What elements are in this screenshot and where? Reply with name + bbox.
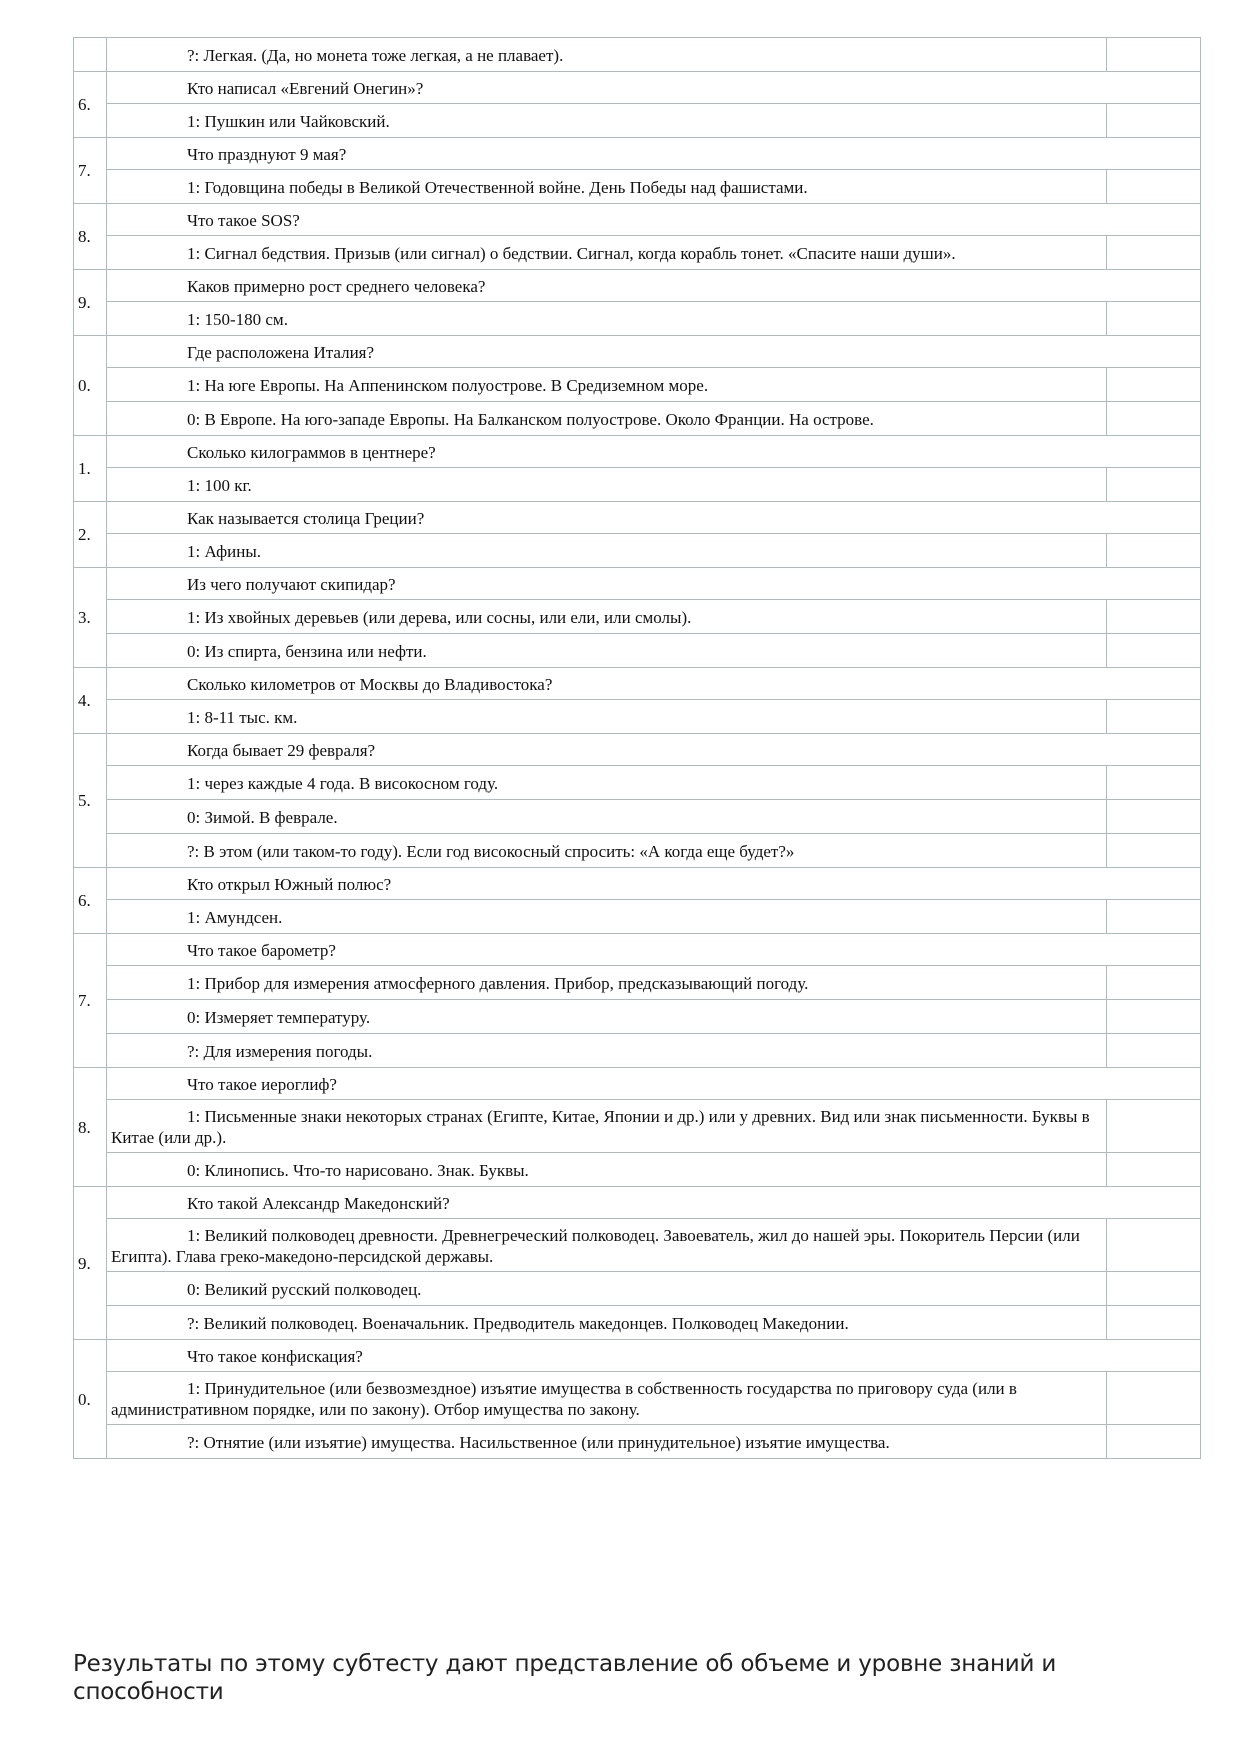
answer-text: ?: Для измерения погоды. bbox=[107, 1034, 1107, 1068]
answer-text: 0: В Европе. На юго-западе Европы. На Балканском полуострове. Около Франции. На острове. bbox=[107, 402, 1107, 436]
question-text: Сколько килограммов в центнере? bbox=[107, 436, 1201, 468]
answer-text: 0: Измеряет температуру. bbox=[107, 1000, 1107, 1034]
table-row bbox=[74, 600, 1201, 634]
score-cell bbox=[1107, 634, 1201, 668]
question-number: 6. bbox=[74, 868, 107, 934]
table-row bbox=[74, 534, 1201, 568]
table-row bbox=[74, 204, 1201, 236]
table-row bbox=[74, 38, 1201, 72]
question-text: Кто написал «Евгений Онегин»? bbox=[107, 72, 1201, 104]
table-row bbox=[74, 436, 1201, 468]
table-row bbox=[74, 368, 1201, 402]
score-cell bbox=[1107, 1000, 1201, 1034]
question-number: 4. bbox=[74, 668, 107, 734]
answer-text: 1: 100 кг. bbox=[107, 468, 1107, 502]
table-row bbox=[74, 170, 1201, 204]
question-number: 3. bbox=[74, 568, 107, 668]
question-number: 9. bbox=[74, 1187, 107, 1340]
question-number: 5. bbox=[74, 734, 107, 868]
table-row bbox=[74, 668, 1201, 700]
question-number: 7. bbox=[74, 934, 107, 1068]
table-row bbox=[74, 1153, 1201, 1187]
questions-table-body bbox=[74, 38, 1201, 1459]
answer-text: 0: Клинопись. Что-то нарисовано. Знак. Буквы. bbox=[107, 1153, 1107, 1187]
table-row bbox=[74, 800, 1201, 834]
answer-text: 0: Зимой. В феврале. bbox=[107, 800, 1107, 834]
table-row bbox=[74, 302, 1201, 336]
answer-text: 0: Великий русский полководец. bbox=[107, 1272, 1107, 1306]
answer-text: ?: Великий полководец. Военачальник. Предводитель македонцев. Полководец Македонии. bbox=[107, 1306, 1107, 1340]
question-text: Что такое SOS? bbox=[107, 204, 1201, 236]
score-cell bbox=[1107, 700, 1201, 734]
table-row bbox=[74, 502, 1201, 534]
table-row bbox=[74, 1034, 1201, 1068]
score-cell bbox=[1107, 834, 1201, 868]
score-cell bbox=[1107, 766, 1201, 800]
answer-text: 0: Из спирта, бензина или нефти. bbox=[107, 634, 1107, 668]
question-text: Как называется столица Греции? bbox=[107, 502, 1201, 534]
score-cell bbox=[1107, 900, 1201, 934]
answer-text: 1: 150-180 см. bbox=[107, 302, 1107, 336]
answer-text: 1: Годовщина победы в Великой Отечественной войне. День Победы над фашистами. bbox=[107, 170, 1107, 204]
score-cell bbox=[1107, 1100, 1201, 1153]
answer-text: 1: Письменные знаки некоторых странах (Египте, Китае, Японии и др.) или у древних. Вид или знак письменности. Буквы в Китае (или др.). bbox=[107, 1100, 1107, 1153]
score-cell bbox=[1107, 1272, 1201, 1306]
score-cell bbox=[1107, 1219, 1201, 1272]
score-cell bbox=[1107, 468, 1201, 502]
answer-text: ?: Легкая. (Да, но монета тоже легкая, а не плавает). bbox=[107, 38, 1107, 72]
answer-text: 1: Прибор для измерения атмосферного давления. Прибор, предсказывающий погоду. bbox=[107, 966, 1107, 1000]
question-number: 6. bbox=[74, 72, 107, 138]
question-text: Что такое конфискация? bbox=[107, 1340, 1201, 1372]
table-row bbox=[74, 1100, 1201, 1153]
score-cell bbox=[1107, 302, 1201, 336]
answer-text: 1: Пушкин или Чайковский. bbox=[107, 104, 1107, 138]
score-cell bbox=[1107, 1153, 1201, 1187]
score-cell bbox=[1107, 1425, 1201, 1459]
question-number: 1. bbox=[74, 436, 107, 502]
question-text: Где расположена Италия? bbox=[107, 336, 1201, 368]
table-row bbox=[74, 1425, 1201, 1459]
question-number: 8. bbox=[74, 204, 107, 270]
question-text: Что празднуют 9 мая? bbox=[107, 138, 1201, 170]
question-number-cell bbox=[74, 38, 107, 72]
table-row bbox=[74, 270, 1201, 302]
table-row bbox=[74, 1372, 1201, 1425]
answer-text: ?: В этом (или таком-то году). Если год високосный спросить: «А когда еще будет?» bbox=[107, 834, 1107, 868]
question-text: Кто открыл Южный полюс? bbox=[107, 868, 1201, 900]
table-row bbox=[74, 834, 1201, 868]
score-cell bbox=[1107, 600, 1201, 634]
question-text: Из чего получают скипидар? bbox=[107, 568, 1201, 600]
answer-text: ?: Отнятие (или изъятие) имущества. Насильственное (или принудительное) изъятие имущества. bbox=[107, 1425, 1107, 1459]
score-cell bbox=[1107, 38, 1201, 72]
table-row bbox=[74, 1000, 1201, 1034]
table-row bbox=[74, 900, 1201, 934]
answer-text: 1: Амундсен. bbox=[107, 900, 1107, 934]
question-number: 2. bbox=[74, 502, 107, 568]
question-number: 8. bbox=[74, 1068, 107, 1187]
question-text: Когда бывает 29 февраля? bbox=[107, 734, 1201, 766]
score-cell bbox=[1107, 800, 1201, 834]
table-row bbox=[74, 138, 1201, 170]
table-row bbox=[74, 72, 1201, 104]
table-row bbox=[74, 568, 1201, 600]
answer-text: 1: Из хвойных деревьев (или дерева, или сосны, или ели, или смолы). bbox=[107, 600, 1107, 634]
score-cell bbox=[1107, 104, 1201, 138]
table-row bbox=[74, 1219, 1201, 1272]
score-cell bbox=[1107, 534, 1201, 568]
score-cell bbox=[1107, 1034, 1201, 1068]
question-text: Сколько километров от Москвы до Владивостока? bbox=[107, 668, 1201, 700]
question-text: Кто такой Александр Македонский? bbox=[107, 1187, 1201, 1219]
score-cell bbox=[1107, 966, 1201, 1000]
question-text: Что такое иероглиф? bbox=[107, 1068, 1201, 1100]
table-row bbox=[74, 402, 1201, 436]
answer-text: 1: 8-11 тыс. км. bbox=[107, 700, 1107, 734]
body-paragraph: Результаты по этому субтесту дают представление об объеме и уровне знаний и способности bbox=[73, 1651, 1057, 1705]
table-row bbox=[74, 1187, 1201, 1219]
question-number: 0. bbox=[74, 1340, 107, 1459]
table-row bbox=[74, 336, 1201, 368]
table-row bbox=[74, 734, 1201, 766]
table-row bbox=[74, 1306, 1201, 1340]
answer-text: 1: Афины. bbox=[107, 534, 1107, 568]
score-cell bbox=[1107, 1372, 1201, 1425]
table-row bbox=[74, 104, 1201, 138]
score-cell bbox=[1107, 402, 1201, 436]
answer-text: 1: Принудительное (или безвозмездное) изъятие имущества в собственность государства по приговору суда (или в административном порядке, или по закону). Отбор имущества по закону. bbox=[107, 1372, 1107, 1425]
score-cell bbox=[1107, 1306, 1201, 1340]
table-row bbox=[74, 1340, 1201, 1372]
table-row bbox=[74, 868, 1201, 900]
table-row bbox=[74, 700, 1201, 734]
table-row bbox=[74, 966, 1201, 1000]
table-row bbox=[74, 1272, 1201, 1306]
score-cell bbox=[1107, 170, 1201, 204]
table-row bbox=[74, 1068, 1201, 1100]
question-number: 7. bbox=[74, 138, 107, 204]
question-number: 9. bbox=[74, 270, 107, 336]
questions-table bbox=[73, 37, 1201, 1459]
table-row bbox=[74, 236, 1201, 270]
score-cell bbox=[1107, 368, 1201, 402]
answer-text: 1: через каждые 4 года. В високосном году. bbox=[107, 766, 1107, 800]
table-row bbox=[74, 766, 1201, 800]
question-text: Каков примерно рост среднего человека? bbox=[107, 270, 1201, 302]
answer-text: 1: На юге Европы. На Аппенинском полуострове. В Средиземном море. bbox=[107, 368, 1107, 402]
table-row bbox=[74, 468, 1201, 502]
answer-text: 1: Великий полководец древности. Древнегреческий полководец. Завоеватель, жил до нашей эры. Покоритель Персии (или Египта). Глава греко-македоно-персидской державы. bbox=[107, 1219, 1107, 1272]
score-cell bbox=[1107, 236, 1201, 270]
table-row bbox=[74, 934, 1201, 966]
question-number: 0. bbox=[74, 336, 107, 436]
question-text: Что такое барометр? bbox=[107, 934, 1201, 966]
answer-text: 1: Сигнал бедствия. Призыв (или сигнал) о бедствии. Сигнал, когда корабль тонет. «Спасите наши души». bbox=[107, 236, 1107, 270]
table-row bbox=[74, 634, 1201, 668]
